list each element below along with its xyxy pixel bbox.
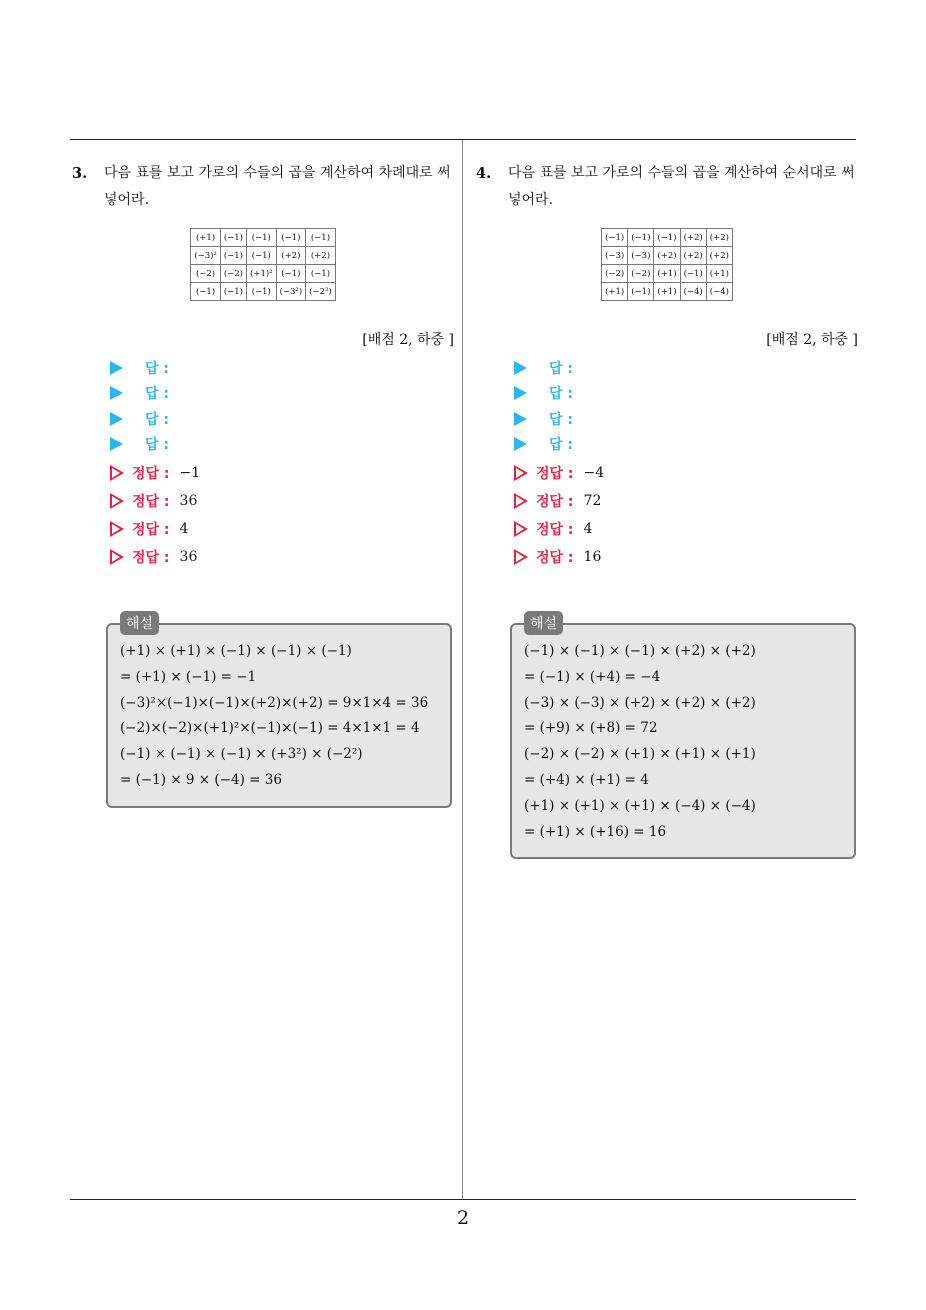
table-cell: (+2) <box>306 247 336 265</box>
correct-answer-list <box>514 459 858 571</box>
answer-label: 답 : <box>145 360 169 377</box>
correct-answer-row <box>110 459 454 487</box>
table-cell: (−4) <box>706 283 732 301</box>
answer-label: 답 : <box>549 411 573 428</box>
answer-label: 답 : <box>549 437 573 454</box>
table-cell: (+1) <box>706 265 732 283</box>
score-label: [배점 2, 하중 ] <box>362 332 454 348</box>
answer-label: 답 : <box>145 386 169 403</box>
correct-label: 정답 : <box>536 466 574 482</box>
table-cell: (−2) <box>628 265 654 283</box>
table-cell: (+2) <box>706 247 732 265</box>
table-cell: (−3)² <box>191 247 221 265</box>
correct-answer-list <box>110 459 454 571</box>
table-row <box>602 283 733 301</box>
table-cell: (−1) <box>220 247 246 265</box>
answer-row[interactable] <box>110 406 454 432</box>
play-arrow-icon <box>110 361 123 375</box>
score-label: [배점 2, 하중 ] <box>766 332 858 348</box>
answer-row[interactable] <box>514 355 858 381</box>
outline-triangle-icon <box>110 521 124 537</box>
correct-label: 정답 : <box>536 494 574 510</box>
correct-answer-row <box>514 459 858 487</box>
question-3 <box>72 160 454 808</box>
table-cell: (+2) <box>706 229 732 247</box>
correct-label: 정답 : <box>132 522 170 538</box>
explanation-line: = (+1) × (+16) = 16 <box>524 823 667 840</box>
correct-answer-row <box>110 487 454 515</box>
table-row <box>191 247 335 265</box>
explanation-line: (−3) × (−3) × (+2) × (+2) × (+2) <box>524 694 756 711</box>
correct-label: 정답 : <box>132 550 170 566</box>
correct-label: 정답 : <box>536 522 574 538</box>
correct-value: 4 <box>179 521 189 537</box>
question-text: 다음 표를 보고 가로의 수들의 곱을 계산하여 순서대로 써넣어라. <box>508 165 855 208</box>
explanation-line: (+1) × (+1) × (−1) × (−1) × (−1) <box>120 643 352 659</box>
outline-triangle-icon <box>514 521 528 537</box>
correct-value: 16 <box>583 549 602 565</box>
question-text: 다음 표를 보고 가로의 수들의 곱을 계산하여 차례대로 써넣어라. <box>104 165 451 208</box>
table-row <box>191 265 335 283</box>
correct-answer-row <box>110 543 454 571</box>
correct-value: 4 <box>583 521 593 537</box>
table-cell: (+2) <box>276 247 306 265</box>
play-arrow-icon <box>110 412 123 426</box>
page-number: 2 <box>456 1207 470 1229</box>
outline-triangle-icon <box>514 549 528 565</box>
explanation-line: = (−1) × 9 × (−4) = 36 <box>120 771 282 788</box>
explanation-line: (−2) × (−2) × (+1) × (+1) × (+1) <box>524 746 756 763</box>
explanation-line: (−3)²×(−1)×(−1)×(+2)×(+2) = 9×1×4 = 36 <box>120 694 429 711</box>
correct-label: 정답 : <box>536 550 574 566</box>
correct-value: 72 <box>583 493 602 509</box>
question-4 <box>476 160 858 859</box>
table-cell: (−1) <box>602 229 628 247</box>
table-cell: (−1) <box>654 229 680 247</box>
table-cell: (+2) <box>680 247 706 265</box>
correct-answer-row <box>514 543 858 571</box>
number-table <box>190 228 335 301</box>
explanation-line: (−1) × (−1) × (−1) × (+2) × (+2) <box>524 643 756 659</box>
answer-label: 답 : <box>145 411 169 428</box>
table-cell: (−1) <box>628 283 654 301</box>
explanation-line: (+1) × (+1) × (+1) × (−4) × (−4) <box>524 797 756 814</box>
play-arrow-icon <box>110 437 123 451</box>
explanation-line: = (+9) × (+8) = 72 <box>524 720 658 737</box>
correct-label: 정답 : <box>132 494 170 510</box>
explanation-line: = (+4) × (+1) = 4 <box>524 771 649 788</box>
play-arrow-icon <box>110 386 123 400</box>
explanation-box <box>106 616 452 808</box>
question-header <box>72 160 454 214</box>
table-cell: (−3²) <box>276 283 306 301</box>
answer-row[interactable] <box>514 432 858 458</box>
correct-answer-row <box>514 515 858 543</box>
table-cell: (−1) <box>220 229 246 247</box>
table-cell: (−2) <box>220 265 246 283</box>
table-cell: (−1) <box>191 283 221 301</box>
table-cell: (−4) <box>680 283 706 301</box>
table-cell: (−1) <box>276 265 306 283</box>
correct-value: −1 <box>179 465 201 481</box>
correct-value: −4 <box>583 465 605 481</box>
explanation-line: (−2)×(−2)×(+1)²×(−1)×(−1) = 4×1×1 = 4 <box>120 720 420 737</box>
table-cell: (−1) <box>220 283 246 301</box>
number-table <box>601 228 733 301</box>
table-cell: (+1) <box>602 283 628 301</box>
explanation-tag: 해설 <box>524 611 563 635</box>
answer-row[interactable] <box>514 406 858 432</box>
answer-label: 답 : <box>549 386 573 403</box>
outline-triangle-icon <box>110 493 124 509</box>
table-cell: (+1)² <box>247 265 277 283</box>
table-cell: (−2) <box>602 265 628 283</box>
explanation-tag: 해설 <box>120 611 159 635</box>
table-cell: (−3) <box>628 247 654 265</box>
outline-triangle-icon <box>514 465 528 481</box>
table-cell: (+1) <box>654 265 680 283</box>
correct-value: 36 <box>179 549 198 565</box>
answer-label: 답 : <box>145 437 169 454</box>
outline-triangle-icon <box>110 465 124 481</box>
answer-row[interactable] <box>110 381 454 407</box>
play-arrow-icon <box>514 437 527 451</box>
question-header <box>476 160 858 214</box>
answer-list <box>110 355 454 457</box>
outline-triangle-icon <box>514 493 528 509</box>
column-divider <box>462 140 463 1200</box>
table-cell: (−1) <box>628 229 654 247</box>
play-arrow-icon <box>514 361 527 375</box>
table-cell: (−1) <box>680 265 706 283</box>
table-cell: (+1) <box>191 229 221 247</box>
outline-triangle-icon <box>110 549 124 565</box>
table-cell: (−1) <box>247 247 277 265</box>
table-cell: (+2) <box>680 229 706 247</box>
answer-row[interactable] <box>110 355 454 381</box>
table-cell: (−3) <box>602 247 628 265</box>
answer-row[interactable] <box>110 432 454 458</box>
table-cell: (−2²) <box>306 283 336 301</box>
explanation-line: = (+1) × (−1) = −1 <box>120 668 257 685</box>
table-row <box>602 229 733 247</box>
top-rule <box>70 139 856 140</box>
answer-row[interactable] <box>514 381 858 407</box>
table-row <box>602 247 733 265</box>
explanation-line: (−1) × (−1) × (−1) × (+3²) × (−2²) <box>120 746 363 763</box>
table-row <box>602 265 733 283</box>
table-cell: (−1) <box>306 229 336 247</box>
correct-label: 정답 : <box>132 466 170 482</box>
table-row <box>191 283 335 301</box>
table-cell: (−1) <box>247 229 277 247</box>
play-arrow-icon <box>514 412 527 426</box>
correct-answer-row <box>110 515 454 543</box>
table-cell: (−2) <box>191 265 221 283</box>
explanation-box <box>510 616 856 859</box>
table-cell: (+1) <box>654 283 680 301</box>
question-number: 3. <box>72 165 88 182</box>
question-number: 4. <box>476 165 492 182</box>
table-cell: (+2) <box>654 247 680 265</box>
bottom-rule <box>70 1199 856 1200</box>
table-cell: (−1) <box>247 283 277 301</box>
correct-answer-row <box>514 487 858 515</box>
table-cell: (−1) <box>276 229 306 247</box>
table-row <box>191 229 335 247</box>
answer-list <box>514 355 858 457</box>
play-arrow-icon <box>514 386 527 400</box>
explanation-line: = (−1) × (+4) = −4 <box>524 668 661 685</box>
correct-value: 36 <box>179 493 198 509</box>
answer-label: 답 : <box>549 360 573 377</box>
table-cell: (−1) <box>306 265 336 283</box>
